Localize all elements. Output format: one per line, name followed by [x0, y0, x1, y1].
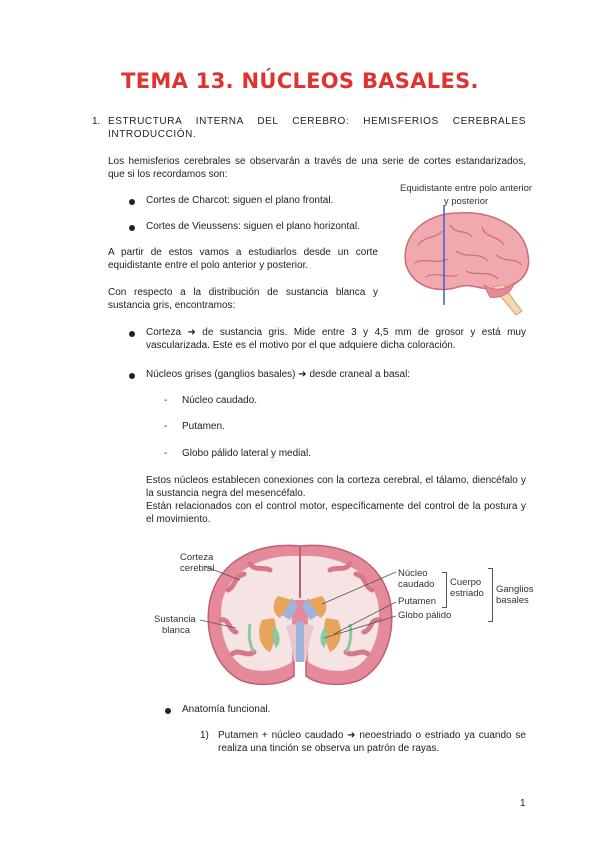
dash-marker: - — [164, 421, 168, 432]
label-ganglios-basales — [496, 584, 534, 606]
label-sustancia-2: blanca — [162, 625, 190, 636]
dash-marker: - — [164, 448, 168, 459]
intro-line2: que si los recordamos son: — [108, 169, 228, 180]
item-number: 1) — [200, 730, 209, 741]
label-sustancia-blanca — [154, 614, 196, 636]
section-number: 1. — [92, 116, 101, 127]
connections-line2: la sustancia negra del mesencéfalo. — [146, 488, 306, 499]
page-number: 1 — [520, 798, 526, 809]
label-ganglios-1: Ganglios — [496, 584, 534, 595]
nucleus-putamen: Putamen. — [182, 421, 225, 432]
cut-vieussens: Cortes de Vieussens: siguen el plano horizontal. — [146, 221, 360, 232]
nucleus-globo: Globo pálido lateral y medial. — [182, 448, 311, 459]
corteza-line2: vascularizada. Este es el motivo por el que adquiere dicha coloración. — [146, 340, 456, 351]
section-heading-line2: INTRODUCCIÓN. — [108, 129, 197, 140]
label-corteza-2: cerebral — [180, 563, 215, 574]
connections-line1: Estos núcleos establecen conexiones con la corteza cerebral, el tálamo, diencéfalo y — [146, 475, 526, 486]
dash-marker: - — [164, 395, 168, 406]
connections-line3: Están relacionados con el control motor, específicamente del control de la postura y — [146, 501, 526, 512]
anatomia-heading: Anatomía funcional. — [182, 704, 271, 715]
item-line1: Putamen + núcleo caudado ➜ neoestriado o estriado ya cuando se — [218, 730, 526, 741]
item-line2: realiza una tinción se observa un patrón de rayas. — [218, 743, 440, 754]
cut-charcot: Cortes de Charcot: siguen el plano frontal. — [146, 195, 334, 206]
section-heading-line1: ESTRUCTURA INTERNA DEL CEREBRO: HEMISFERIOS CEREBRALES — [108, 116, 526, 127]
para3-line2: sustancia gris, encontramos: — [108, 300, 236, 311]
bracket-ganglios-basales — [488, 568, 493, 622]
label-corteza-cerebral — [180, 552, 214, 574]
coronal-brain-figure — [200, 540, 400, 690]
brain-caption-line1: Equidistante entre polo anterior — [399, 183, 533, 194]
bullet-dot — [129, 373, 135, 379]
para3-line1: Con respecto a la distribución de sustancia blanca y — [108, 287, 378, 298]
bullet-dot — [165, 708, 171, 714]
para2-line1: A partir de estos vamos a estudiarlos desde un corte — [108, 247, 378, 258]
label-nucleo-2: caudado — [398, 579, 435, 590]
label-sustancia-1: Sustancia — [154, 614, 196, 625]
nucleos-heading: Núcleos grises (ganglios basales) ➜ desde craneal a basal: — [146, 369, 411, 380]
para2-line2: equidistante entre el polo anterior y posterior. — [108, 260, 309, 271]
brain-caption-line2: y posterior — [443, 196, 489, 207]
label-cuerpo-estriado — [450, 577, 484, 599]
label-globo-palido: Globo pálido — [398, 610, 452, 621]
label-corteza-1: Corteza — [180, 552, 214, 563]
label-putamen: Putamen — [398, 596, 437, 607]
label-nucleo-1: Núcleo — [398, 568, 428, 579]
label-nucleo-caudado — [398, 568, 434, 590]
label-ganglios-2: basales — [496, 595, 529, 606]
brain-lateral-illustration — [396, 205, 536, 317]
bullet-dot — [129, 331, 135, 337]
bullet-dot — [129, 199, 135, 205]
label-cuerpo-1: Cuerpo — [450, 577, 482, 588]
page-title: TEMA 13. NÚCLEOS BASALES. — [121, 69, 479, 93]
corteza-line1: Corteza ➜ de sustancia gris. Mide entre 3 y 4,5 mm de grosor y está muy — [146, 327, 526, 338]
bracket-cuerpo-estriado — [442, 572, 447, 608]
intro-line1: Los hemisferios cerebrales se observarán a través de una serie de cortes estandarizados, — [108, 156, 526, 167]
connections-line4: el movimiento. — [146, 514, 211, 525]
nucleus-caudado: Núcleo caudado. — [182, 395, 258, 406]
label-cuerpo-2: estriado — [450, 588, 484, 599]
bullet-dot — [129, 225, 135, 231]
